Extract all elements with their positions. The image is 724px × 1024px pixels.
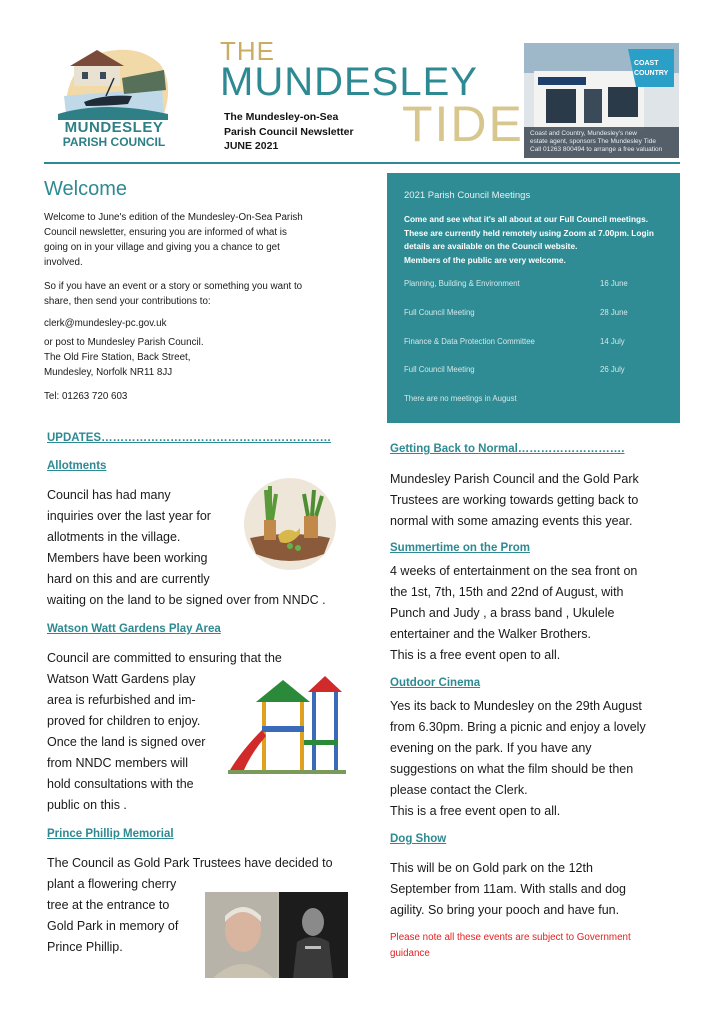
logo-line1: MUNDESLEY: [64, 119, 164, 136]
body-line: waiting on the land to be signed over from NNDC .: [47, 593, 326, 607]
memorial-heading: Prince Phillip Memorial: [47, 828, 174, 840]
welcome-text: involved.: [44, 257, 83, 268]
subtitle-line1: The Mundesley-on-Sea: [224, 111, 339, 123]
body-line: allotments in the village.: [47, 530, 181, 544]
meeting-row: [404, 337, 669, 346]
welcome-text: Welcome to June's edition of the Mundesley-On-Sea Parish: [44, 212, 303, 223]
address-line: The Old Fire Station, Back Street,: [44, 352, 191, 363]
government-guidance-note: [390, 930, 690, 962]
back-to-normal-heading: Getting Back to Normal……………………….: [390, 443, 625, 455]
welcome-text: Council newsletter, ensuring you are informed of what is: [44, 227, 287, 238]
dog-show-heading: Dog Show: [390, 833, 447, 845]
allotments-heading: Allotments: [47, 460, 107, 472]
body-line: the 1st, 7th, 15th and 22nd of August, with: [390, 585, 624, 599]
summertime-text: [390, 561, 690, 666]
meeting-name: Full Council Meeting: [404, 365, 475, 374]
photo-caption-line2: estate agent, sponsors The Mundesley Tide: [530, 138, 656, 145]
meeting-row: [404, 279, 669, 288]
body-line: proved for children to enjoy.: [47, 714, 201, 728]
body-line: Mundesley Parish Council and the Gold Park: [390, 472, 639, 486]
body-line: tree at the entrance to: [47, 898, 170, 912]
logo-text: [44, 120, 184, 150]
body-line: Trustees are working towards getting back to: [390, 493, 639, 507]
body-line: hard on this and are currently: [47, 572, 210, 586]
body-line: This will be on Gold park on the 12th: [390, 861, 593, 875]
body-line: area is refurbished and im-: [47, 693, 196, 707]
sponsor-photo: [524, 43, 679, 158]
photo-caption-line3: Call 01263 800494 to arrange a free valuation: [530, 146, 663, 153]
address-line: Mundesley, Norfolk NR11 8JJ: [44, 367, 173, 378]
photo-caption-line1: Coast and Country, Mundesley's new: [530, 130, 637, 137]
meetings-box: [387, 173, 680, 423]
sign-coast: COAST: [634, 60, 659, 67]
meeting-date: 16 June: [600, 279, 628, 288]
address-line: or post to Mundesley Parish Council.: [44, 337, 204, 348]
body-line: Council has had many: [47, 488, 171, 502]
subtitle-line2: Parish Council Newsletter: [224, 126, 354, 138]
contact-phone: Tel: 01263 720 603: [44, 391, 128, 402]
meetings-intro-line: Come and see what it's all about at our Full Council meetings.: [404, 214, 649, 224]
body-line: Punch and Judy , a brass band , Ukulele: [390, 606, 615, 620]
body-line: hold consultations with the: [47, 777, 194, 791]
meeting-date: 26 July: [600, 365, 625, 374]
welcome-contribute: [44, 279, 344, 309]
note-line: Please note all these events are subject to Government: [390, 932, 631, 943]
newsletter-subtitle: [224, 110, 354, 140]
meeting-row: [404, 308, 669, 317]
back-to-normal-text: [390, 469, 690, 532]
body-line: 4 weeks of entertainment on the sea front on: [390, 564, 638, 578]
cinema-text: [390, 696, 690, 822]
photo-caption: [530, 130, 675, 154]
body-line: suggestions on what the film should be then: [390, 762, 634, 776]
body-line: Council are committed to ensuring that the: [47, 651, 282, 665]
body-line: This is a free event open to all.: [390, 648, 561, 662]
body-line: evening on the park. If you have any: [390, 741, 592, 755]
dog-show-text: [390, 858, 690, 921]
play-area-heading: Watson Watt Gardens Play Area: [47, 623, 221, 635]
welcome-text: going on in your village and giving you a chance to get: [44, 242, 280, 253]
body-line: Prince Phillip.: [47, 940, 123, 954]
note-line: guidance: [390, 948, 430, 959]
body-line: The Council as Gold Park Trustees have decided to: [47, 856, 333, 870]
body-line: agility. So bring your pooch and have fun.: [390, 903, 620, 917]
body-line: This is a free event open to all.: [390, 804, 561, 818]
meeting-name: Planning, Building & Environment: [404, 279, 520, 288]
meetings-title: 2021 Parish Council Meetings: [404, 190, 531, 201]
updates-heading: UPDATES……………………………………………………: [47, 432, 332, 444]
body-line: from 6.30pm. Bring a picnic and enjoy a lovely: [390, 720, 646, 734]
body-line: public on this .: [47, 798, 127, 812]
meetings-intro-line: Members of the public are very welcome.: [404, 254, 566, 265]
body-line: September from 11am. With stalls and dog: [390, 882, 626, 896]
meetings-intro-line: details are available on the Council website.: [404, 241, 578, 251]
body-line: Members have been working: [47, 551, 208, 565]
body-line: Once the land is signed over: [47, 735, 206, 749]
cinema-heading: Outdoor Cinema: [390, 677, 481, 689]
sign-country: COUNTRY: [634, 70, 669, 77]
body-line: Watson Watt Gardens play: [47, 672, 196, 686]
meeting-name: Finance & Data Protection Committee: [404, 337, 535, 346]
body-line: inquiries over the last year for: [47, 509, 211, 523]
contact-email[interactable]: clerk@mundesley-pc.gov.uk: [44, 318, 167, 329]
masthead-the: THE: [220, 36, 275, 66]
welcome-intro: [44, 210, 344, 270]
masthead-title: MUNDESLEY: [220, 60, 478, 104]
body-line: plant a flowering cherry: [47, 877, 177, 891]
header-rule: [44, 162, 680, 164]
body-line: Yes its back to Mundesley on the 29th August: [390, 699, 642, 713]
welcome-heading: Welcome: [44, 178, 127, 200]
masthead-tide: TIDE: [402, 96, 524, 152]
meetings-intro-line: These are currently held remotely using Zoom at 7.00pm. Login: [404, 227, 654, 238]
body-line: from NNDC members will: [47, 756, 188, 770]
body-line: normal with some amazing events this year.: [390, 514, 633, 528]
meeting-row: [404, 365, 669, 374]
summertime-heading: Summertime on the Prom: [390, 542, 530, 554]
body-line: Gold Park in memory of: [47, 919, 179, 933]
welcome-text: So if you have an event or a story or something you want to: [44, 281, 303, 292]
meeting-date: 28 June: [600, 308, 628, 317]
meetings-intro: [404, 213, 669, 267]
welcome-text: share, then send your contributions to:: [44, 296, 211, 307]
logo-line2: PARISH COUNCIL: [62, 135, 166, 149]
meeting-name: Full Council Meeting: [404, 308, 475, 317]
meeting-date: 14 July: [600, 337, 625, 346]
meetings-footer: There are no meetings in August: [404, 394, 517, 403]
allotment-illustration: [242, 476, 338, 572]
body-line: entertainer and the Walker Brothers.: [390, 627, 592, 641]
playground-illustration: [222, 670, 352, 780]
body-line: please contact the Clerk.: [390, 783, 528, 797]
issue-date: JUNE 2021: [224, 140, 279, 152]
prince-philip-photos: [205, 892, 348, 978]
postal-address: [44, 335, 344, 380]
